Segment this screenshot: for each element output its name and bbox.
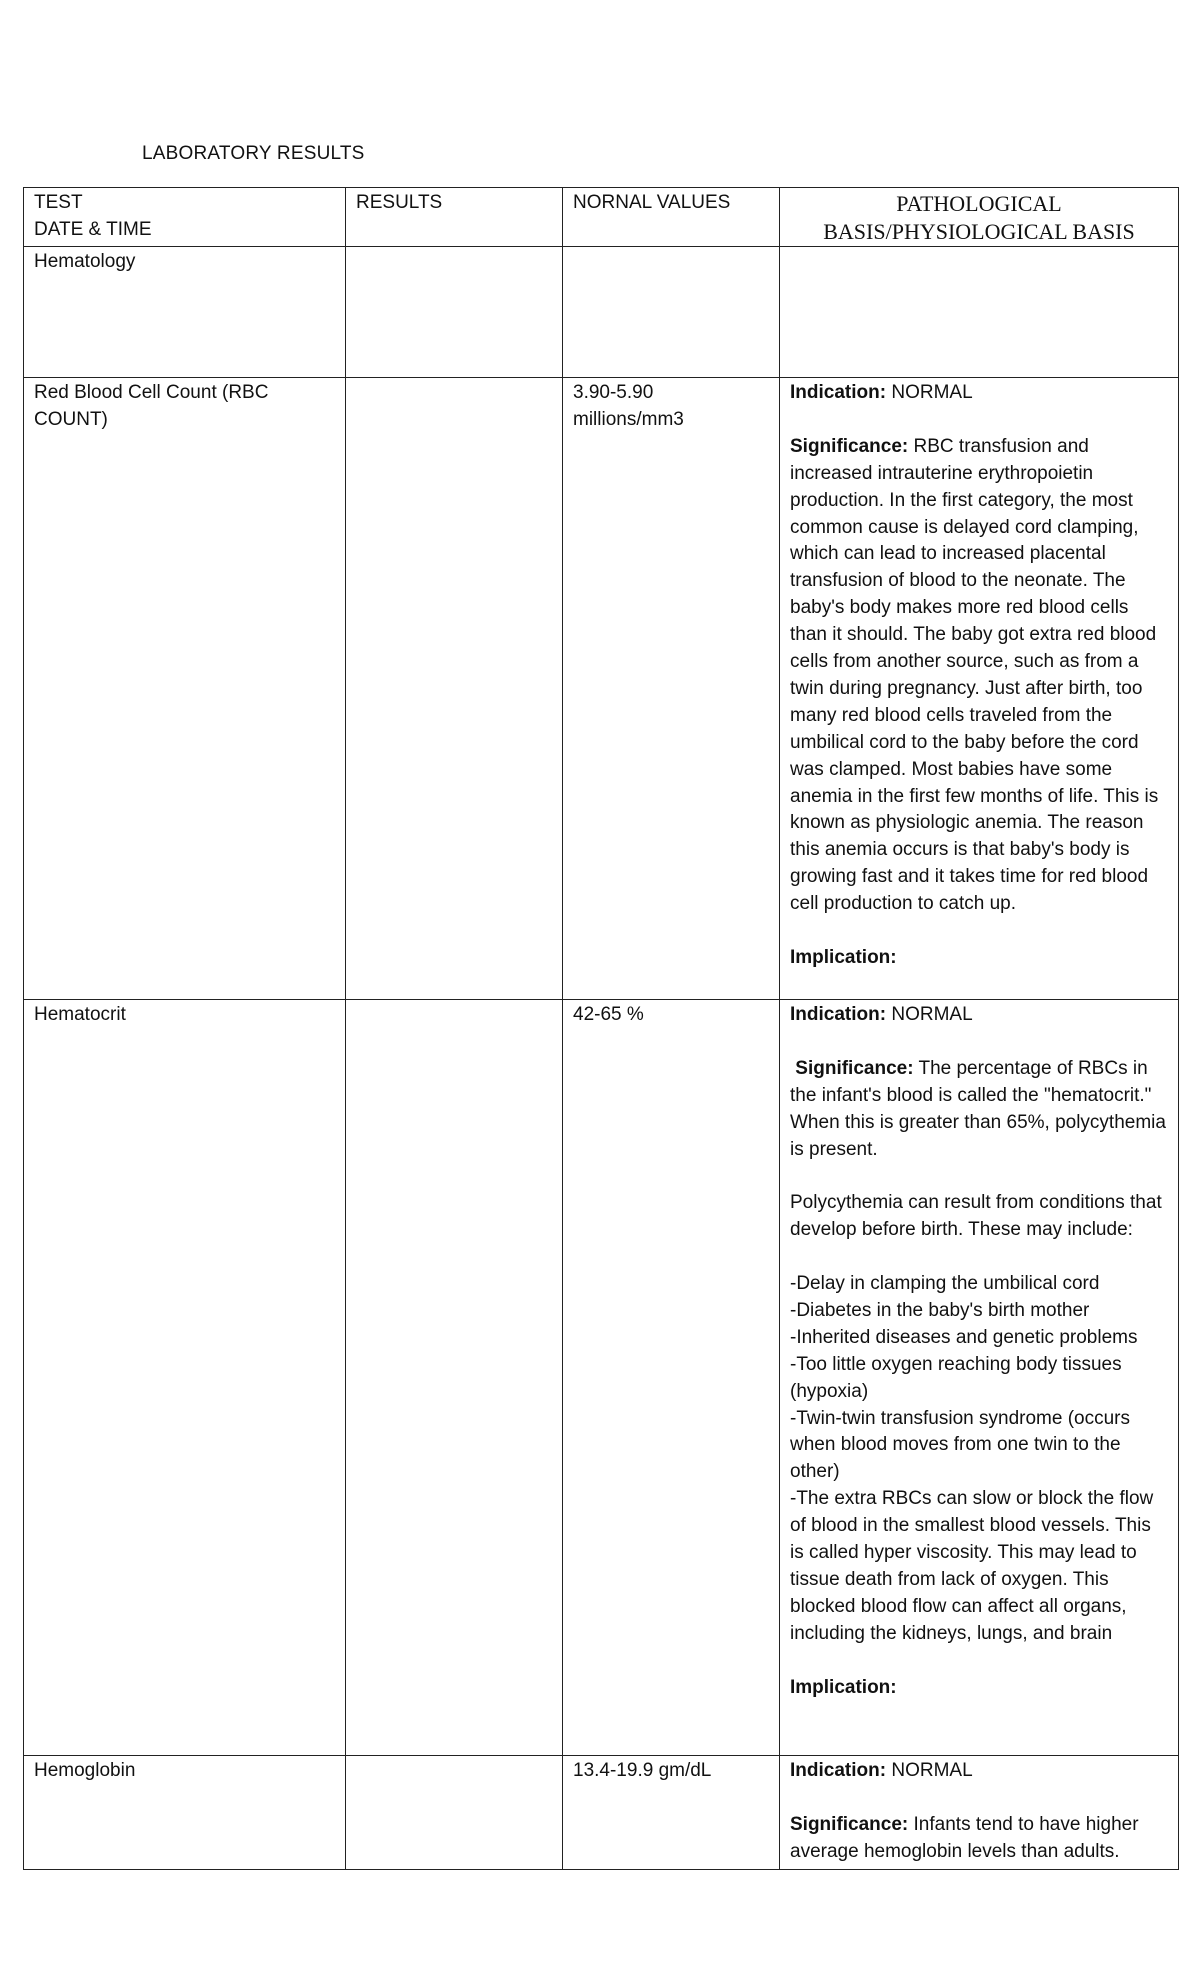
- section-normal-cell: [563, 247, 780, 378]
- rbc-implication-label: Implication:: [790, 947, 897, 968]
- section-label: Hematology: [24, 247, 346, 378]
- header-results: RESULTS: [346, 188, 563, 247]
- hemoglobin-basis: [780, 1756, 1179, 1870]
- hematocrit-cause-item: -Twin-twin transfusion syndrome (occurs when blood moves from one twin to the other): [790, 1407, 1130, 1483]
- header-basis-line2: BASIS/PHYSIOLOGICAL BASIS: [823, 219, 1135, 244]
- hemoglobin-indication-label: Indication:: [790, 1760, 887, 1781]
- rbc-significance: [790, 434, 1168, 918]
- section-results-cell: [346, 247, 563, 378]
- table-row-hemoglobin: [24, 1756, 1179, 1870]
- header-test-line1: TEST: [34, 192, 83, 213]
- hematocrit-cause-item: -Delay in clamping the umbilical cord: [790, 1273, 1100, 1295]
- hematocrit-cause-item: -Too little oxygen reaching body tissues (hypoxia): [790, 1353, 1122, 1402]
- rbc-indication-value: NORMAL: [891, 382, 973, 403]
- hematocrit-indication-label: Indication:: [790, 1004, 887, 1025]
- hematocrit-cause-item: -Inherited diseases and genetic problems: [790, 1326, 1138, 1348]
- table-row-rbc: [24, 378, 1179, 1000]
- hematocrit-significance-label: Significance:: [795, 1057, 914, 1079]
- lab-results-table: [23, 187, 1179, 1870]
- hemoglobin-result: [346, 1756, 563, 1870]
- hematocrit-basis: [780, 1000, 1179, 1756]
- hemoglobin-significance-text: Infants tend to have higher average hemoglobin levels than adults.: [790, 1813, 1144, 1862]
- header-normal-values: NORNAL VALUES: [563, 188, 780, 247]
- header-test-line2: DATE & TIME: [34, 218, 152, 240]
- hematocrit-significance: [790, 1056, 1172, 1164]
- rbc-significance-text: RBC transfusion and increased intrauterine erythropoietin production. In the first category, the most common cause is delayed cord clamping, which can lead to increased placental transfusion of blood to the neonate. The baby's body makes more red blood cells than it should. The baby got extra red blood cells from another source, such as from a twin during pregnancy. Just after birth, too many red blood cells traveled from the umbilical cord to the baby before the cord was clamped. Most babies have some anemia in the first few months of life. This is known as physiologic anemia. The reason this anemia occurs is that baby's body is growing fast and it takes time for red blood cell production to catch up.: [790, 435, 1164, 915]
- rbc-normal-unit: millions/mm3: [573, 408, 684, 430]
- rbc-indication-label: Indication:: [790, 382, 887, 403]
- rbc-test-name: Red Blood Cell Count (RBC COUNT): [24, 378, 346, 1000]
- rbc-normal-values: [563, 378, 780, 1000]
- hematocrit-cause-item: -Diabetes in the baby's birth mother: [790, 1299, 1090, 1321]
- hematocrit-indication: [790, 1002, 1168, 1029]
- header-basis: [780, 188, 1179, 247]
- hemoglobin-normal-values: 13.4-19.9 gm/dL: [563, 1756, 780, 1870]
- hemoglobin-significance: [790, 1812, 1168, 1866]
- section-row: [24, 247, 1179, 378]
- hematocrit-significance-text: The percentage of RBCs in the infant's blood is called the "hematocrit." When this is greater than 65%, polycythemia is present.: [790, 1057, 1172, 1160]
- page-title: LABORATORY RESULTS: [142, 143, 365, 164]
- rbc-indication: [790, 380, 1168, 407]
- rbc-significance-label: Significance:: [790, 435, 909, 457]
- hemoglobin-indication: [790, 1758, 1168, 1785]
- hematocrit-indication-value: NORMAL: [891, 1004, 973, 1025]
- hematocrit-cause-item: -The extra RBCs can slow or block the flow of blood in the smallest blood vessels. This is called hyper viscosity. This may lead to tissue death from lack of oxygen. This blocked blood flow can affect all organs, including the kidneys, lungs, and brain: [790, 1488, 1154, 1644]
- section-basis-cell: [780, 247, 1179, 378]
- hematocrit-intro: Polycythemia can result from conditions that develop before birth. These may include:: [790, 1192, 1168, 1241]
- rbc-result: [346, 378, 563, 1000]
- hematocrit-result: [346, 1000, 563, 1756]
- hemoglobin-test-name: Hemoglobin: [24, 1756, 346, 1870]
- header-test: [24, 188, 346, 247]
- rbc-normal-range: 3.90-5.90: [573, 382, 654, 403]
- rbc-basis: [780, 378, 1179, 1000]
- header-basis-line1: PATHOLOGICAL: [896, 191, 1062, 216]
- hematocrit-test-name: Hematocrit: [24, 1000, 346, 1756]
- hemoglobin-significance-label: Significance:: [790, 1813, 909, 1835]
- table-header-row: [24, 188, 1179, 247]
- table-row-hematocrit: [24, 1000, 1179, 1756]
- hemoglobin-indication-value: NORMAL: [891, 1760, 973, 1781]
- hematocrit-implication-label: Implication:: [790, 1676, 897, 1698]
- hematocrit-normal-values: 42-65 %: [563, 1000, 780, 1756]
